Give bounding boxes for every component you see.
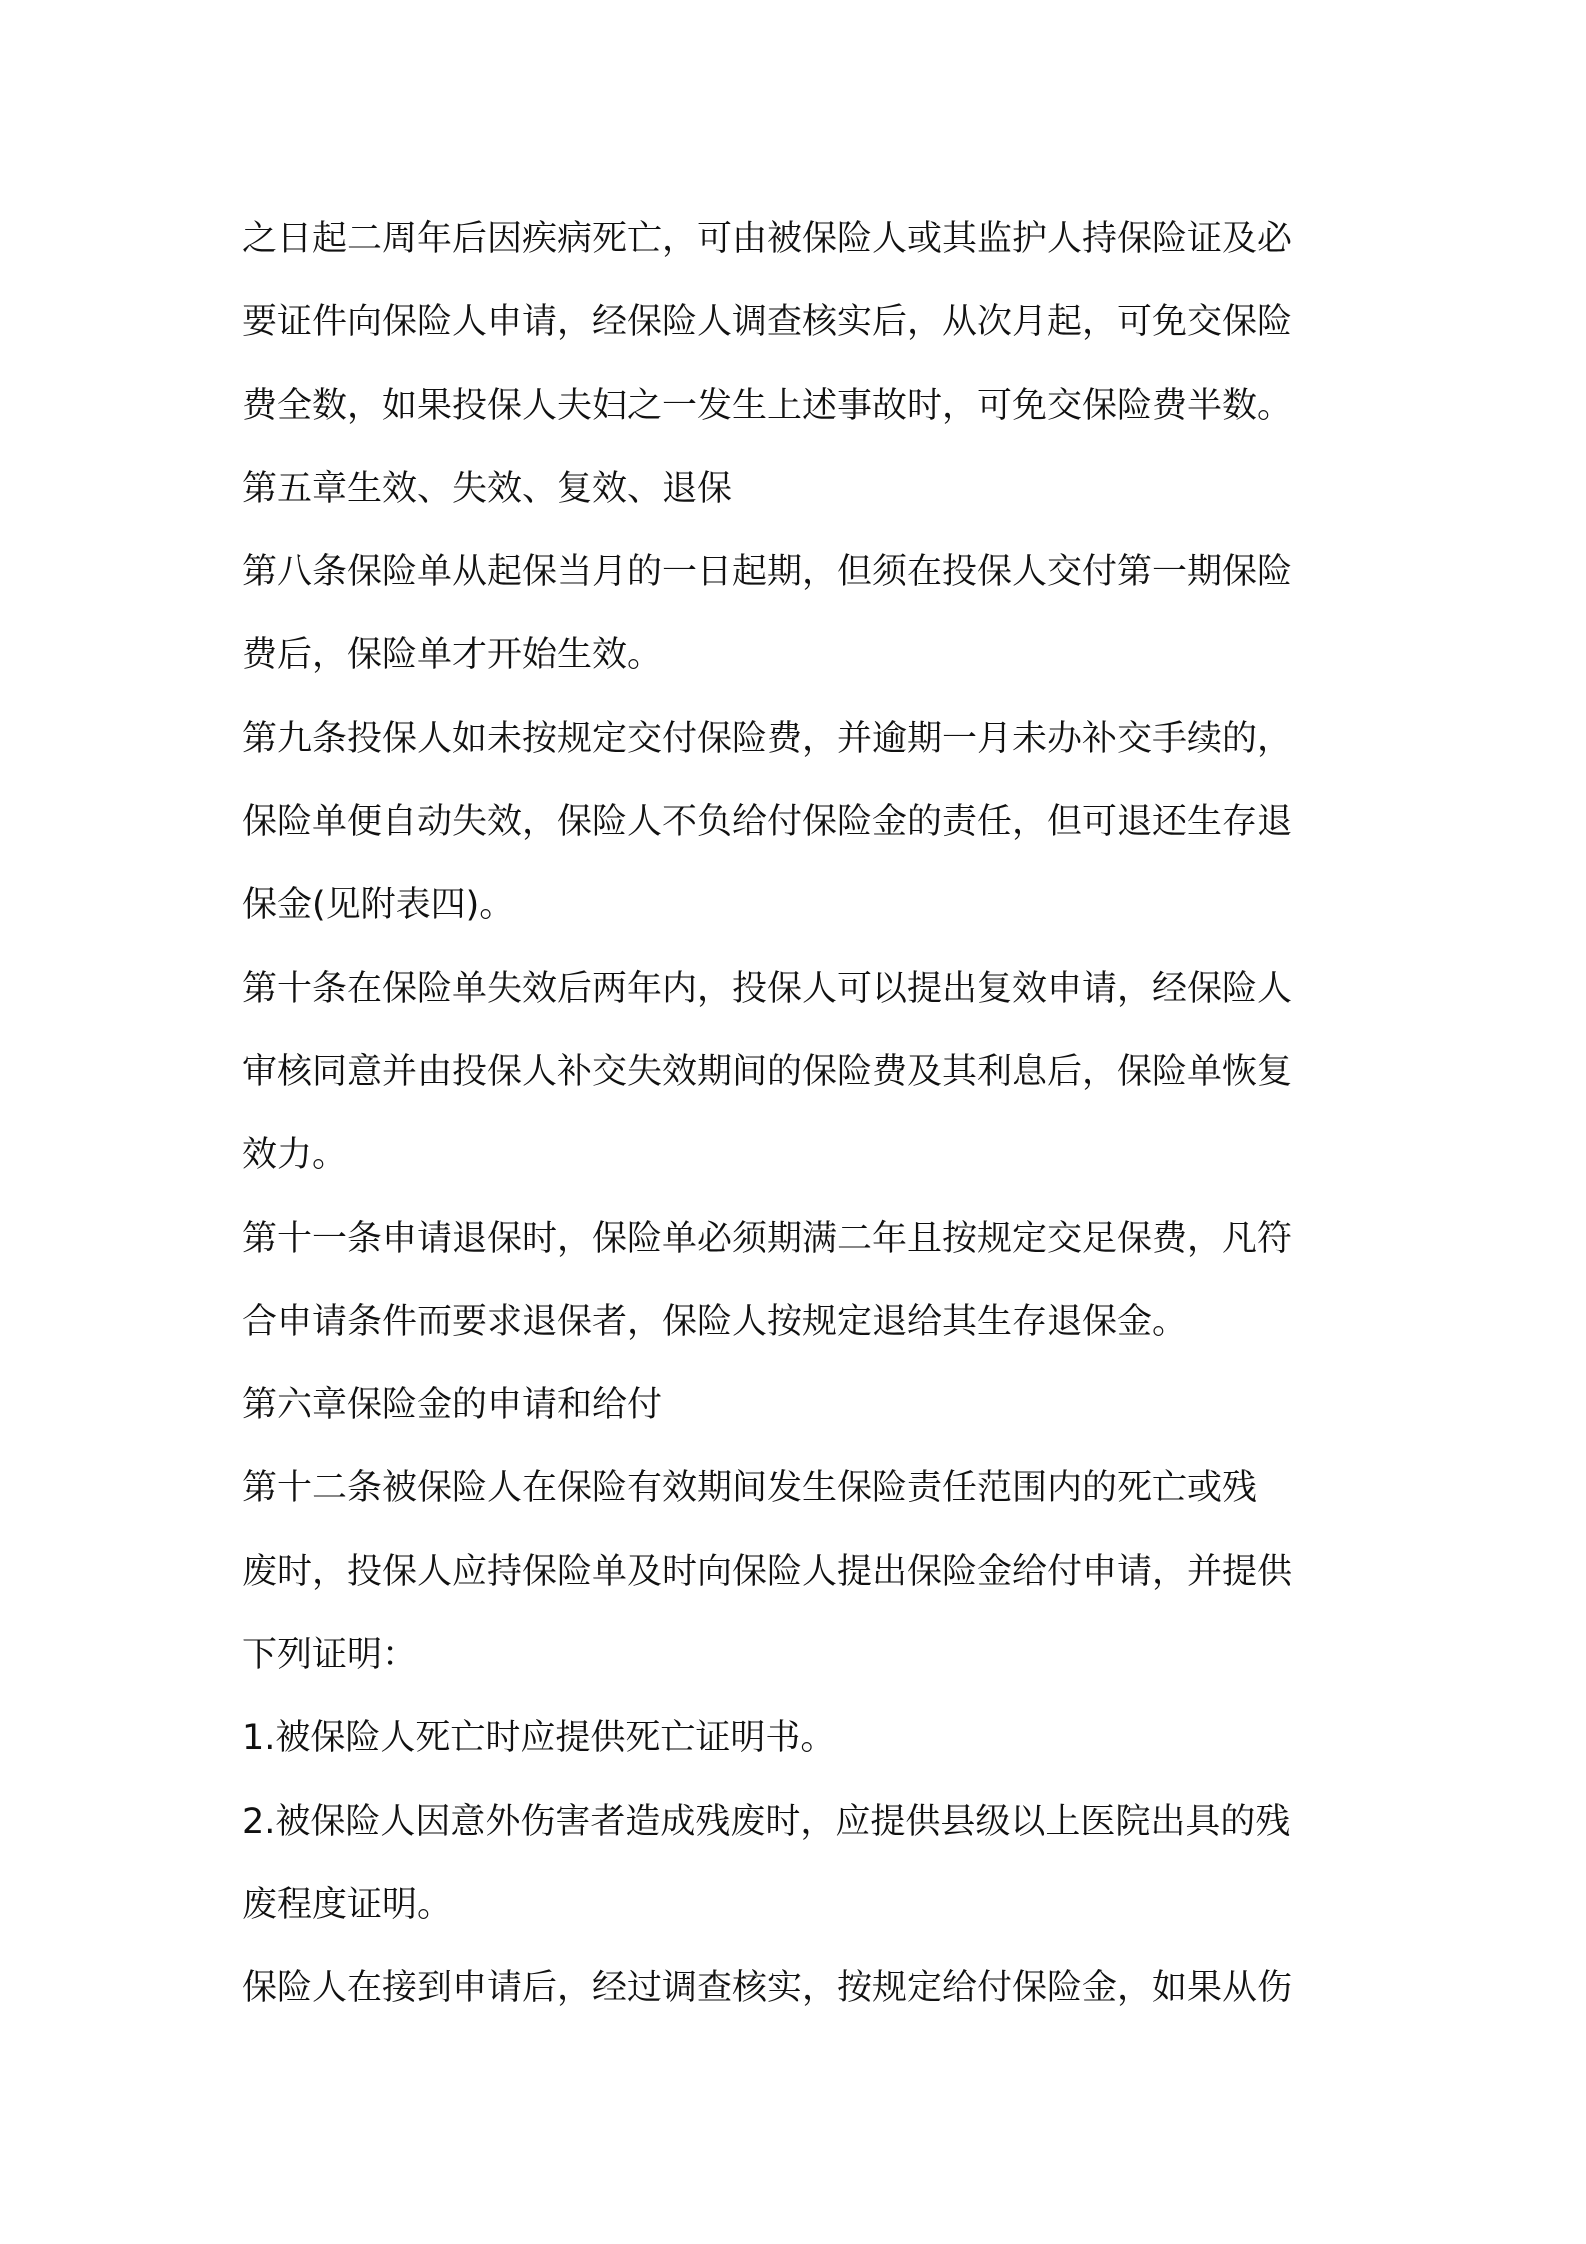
text-line: 第八条保险单从起保当月的一日起期，但须在投保人交付第一期保险 xyxy=(242,552,1293,593)
text-line: 合申请条件而要求退保者，保险人按规定退给其生存退保金。 xyxy=(242,1301,1188,1342)
list-item: 2.被保险人因意外伤害者造成残废时，应提供县级以上医院出具的残 xyxy=(242,1801,1291,1842)
document-body xyxy=(242,198,1362,2031)
chapter-heading: 第五章生效、失效、复效、退保 xyxy=(242,468,733,509)
text-line: 效力。 xyxy=(242,1135,348,1176)
text-line: 第十二条被保险人在保险有效期间发生保险责任范围内的死亡或残 xyxy=(242,1468,1258,1509)
list-item: 1.被保险人死亡时应提供死亡证明书。 xyxy=(242,1718,836,1759)
text-line: 审核同意并由投保人补交失效期间的保险费及其利息后，保险单恢复 xyxy=(242,1051,1293,1092)
text-line: 保金(见附表四)。 xyxy=(242,885,515,926)
text-line: 费后，保险单才开始生效。 xyxy=(242,635,663,676)
text-line: 第九条投保人如未按规定交付保险费，并逾期一月未办补交手续的， xyxy=(242,718,1293,759)
text-line: 之日起二周年后因疾病死亡，可由被保险人或其监护人持保险证及必 xyxy=(242,219,1293,259)
text-line: 下列证明： xyxy=(242,1635,418,1676)
text-line: 废时，投保人应持保险单及时向保险人提出保险金给付申请，并提供 xyxy=(242,1551,1293,1592)
text-line: 保险人在接到申请后，经过调查核实，按规定给付保险金，如果从伤 xyxy=(242,1968,1293,2009)
text-line: 要证件向保险人申请，经保险人调查核实后，从次月起，可免交保险 xyxy=(242,302,1293,343)
chapter-heading: 第六章保险金的申请和给付 xyxy=(242,1385,663,1426)
text-line: 第十条在保险单失效后两年内，投保人可以提出复效申请，经保险人 xyxy=(242,968,1293,1009)
text-line: 保险单便自动失效，保险人不负给付保险金的责任，但可退还生存退 xyxy=(242,802,1293,843)
text-line: 第十一条申请退保时，保险单必须期满二年且按规定交足保费，凡符 xyxy=(242,1218,1293,1259)
text-line: 费全数，如果投保人夫妇之一发生上述事故时，可免交保险费半数。 xyxy=(242,385,1293,426)
text-line: 废程度证明。 xyxy=(242,1884,453,1925)
